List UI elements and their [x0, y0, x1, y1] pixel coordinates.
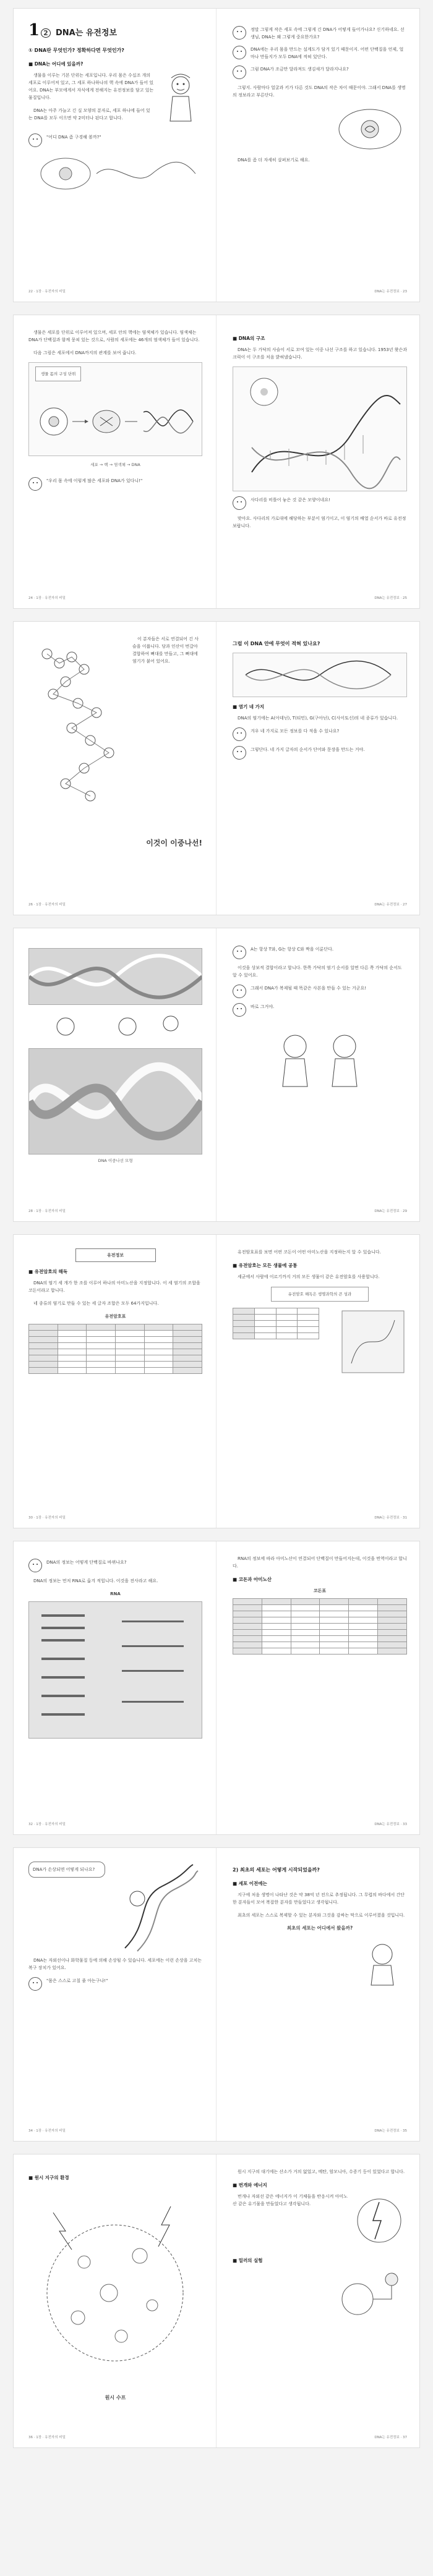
page-footer: 36 · 1장 · 유전자의 비밀 — [28, 2436, 66, 2439]
page-footer: 24 · 1장 · 유전자의 비밀 — [28, 596, 66, 600]
question-heading: ① DNA란 무엇인가? 정확하다면 무엇인가? — [28, 48, 124, 53]
gel-electrophoresis-image — [28, 1601, 202, 1739]
primordial-soup-illustration — [28, 2188, 202, 2394]
dialog-text: DNA의 정보는 어떻게 단백질로 바뀌나요? — [46, 1560, 127, 1565]
page-36 — [14, 2154, 216, 2447]
paragraph: 유전암호표를 보면 어떤 코돈이 어떤 아미노산을 지정하는지 알 수 있습니다. — [238, 1250, 381, 1255]
paragraph: 번개나 자외선 같은 에너지가 이 기체들을 반응시켜 아미노산 같은 유기물을 만들었다고 생각됩니다. — [233, 2194, 348, 2206]
page-23 — [216, 9, 419, 302]
spread-3 — [14, 622, 419, 915]
paragraph: DNA는 아주 가늘고 긴 실 모양의 분자로, 세포 하나에 들어 있는 DNA를 모두 이으면 약 2미터나 된다고 합니다. — [28, 108, 150, 121]
section-subhead: ■ 유전암호는 모든 생물에 공통 — [233, 1263, 298, 1268]
chapter-sub-number: 2 — [41, 28, 51, 38]
paragraph: DNA는 두 가닥의 사슬이 서로 꼬여 있는 이중 나선 구조를 하고 있습니다. 1953년 왓슨과 크릭이 이 구조를 처음 밝혀냈습니다. — [233, 347, 408, 360]
codon-table — [233, 1598, 407, 1654]
page-31 — [216, 1235, 419, 1528]
codon-wheel-illustration — [233, 1308, 407, 1376]
dialog-text: 정말 그렇게 작은 세포 속에 그렇게 긴 DNA가 어떻게 들어가나요? 신기하네요. 선생님, DNA는 왜 그렇게 중요한가요? — [251, 27, 405, 40]
paragraph: DNA는 자외선이나 화학물질 등에 의해 손상될 수 있습니다. 세포에는 이런 손상을 고치는 복구 장치가 있어요. — [28, 1958, 202, 1970]
speaker-face-icon — [233, 746, 246, 760]
speaker-face-icon — [233, 1003, 246, 1017]
page-35 — [216, 1848, 419, 2141]
section-subhead: ■ 염기 네 가지 — [233, 704, 265, 710]
chapter-header — [28, 22, 202, 38]
illustration-caption: 원시 수프 — [105, 2395, 126, 2400]
page-37 — [216, 2154, 419, 2447]
character-doodles — [28, 1005, 202, 1048]
section-subhead: ■ 유전암호의 해독 — [28, 1269, 68, 1274]
page-footer: DNA는 유전정보 · 35 — [374, 2129, 407, 2133]
section-subhead: ■ 코돈과 아미노산 — [233, 1577, 272, 1582]
dialog — [233, 46, 407, 61]
dialog-text: 바로 그거야. — [251, 1004, 275, 1009]
page-footer: DNA는 유전정보 · 37 — [374, 2436, 407, 2439]
dialog — [233, 727, 407, 741]
page-footer: DNA는 유전정보 · 25 — [374, 596, 407, 600]
speaker-face-icon — [233, 46, 246, 59]
page-footer: DNA는 유전정보 · 31 — [374, 1516, 407, 1520]
question-heading: 그럼 이 DNA 안에 무엇이 적혀 있나요? — [233, 641, 320, 646]
page-34 — [14, 1848, 216, 2141]
dialog-text: 그럼 DNA가 조금만 달라져도 생김새가 달라지나요? — [251, 67, 349, 72]
page-footer: DNA는 유전정보 · 29 — [374, 1210, 407, 1213]
dialog — [233, 946, 407, 959]
genetic-info-banner — [75, 1248, 156, 1262]
section-subhead: ■ 번개와 에너지 — [233, 2182, 267, 2188]
page-24 — [14, 315, 216, 608]
pull-quote: 최초의 세포는 어디에서 왔을까? — [286, 1925, 353, 1931]
speaker-face-icon — [28, 133, 42, 147]
dialog — [233, 985, 407, 998]
section-subhead: ■ 원시 지구의 환경 — [28, 2175, 69, 2180]
dna-model-photo — [28, 948, 202, 1005]
paragraph: 생물은 세포를 단위로 이루어져 있으며, 세포 안의 핵에는 염색체가 있습니다. 염색체는 DNA가 단백질과 함께 뭉쳐 있는 것으로, 사람의 세포에는 46개의 염색체가 들어 있습니다. — [28, 330, 200, 342]
dialog-text: "우리 몸 속에 이렇게 많은 세포와 DNA가 있다니!" — [46, 478, 143, 483]
speaker-face-icon — [233, 66, 246, 79]
paragraph: 생물을 이루는 기본 단위는 세포입니다. 우리 몸은 수십조 개의 세포로 이루어져 있고, 그 세포 하나하나의 핵 속에 DNA가 들어 있어요. DNA는 부모에게서 자식에게 전해지는 유전정보를 담고 있는 물질입니다. — [28, 73, 154, 100]
paragraph: 이것을 상보적 결합이라고 합니다. 한쪽 가닥의 염기 순서를 알면 다른 쪽 가닥의 순서도 알 수 있어요. — [233, 965, 402, 978]
page-footer: DNA는 유전정보 · 27 — [374, 903, 407, 907]
speaker-face-icon — [233, 727, 246, 741]
dialog-text: 사다리를 비틀어 놓은 것 같은 모양이네요! — [251, 498, 330, 502]
dialog — [233, 496, 407, 510]
rna-label: RNA — [110, 1591, 121, 1596]
dialog — [28, 1559, 202, 1572]
dialog — [233, 66, 407, 79]
paragraph: 이 분자들은 서로 연결되어 긴 사슬을 이룹니다. 당과 인산이 번갈아 결합하여 뼈대를 만들고, 그 뼈대에 염기가 붙어 있어요. — [132, 637, 199, 664]
paragraph: 원시 지구의 대기에는 산소가 거의 없었고, 메탄, 암모니아, 수증기 등이 있었다고 합니다. — [238, 2169, 405, 2174]
speaker-face-icon — [28, 1977, 42, 1991]
speaker-face-icon — [233, 496, 246, 510]
figure-caption: 세포 → 핵 → 염색체 → DNA — [90, 462, 140, 467]
paragraph: 맞아요. 사다리의 가로대에 해당하는 부분이 염기이고, 이 염기의 배열 순서가 바로 유전정보랍니다. — [233, 516, 406, 528]
page-22 — [14, 9, 216, 302]
chapter-title: DNA는 유전정보 — [55, 28, 118, 38]
table-title: 유전암호표 — [105, 1314, 126, 1319]
paragraph: 최초의 세포는 스스로 복제할 수 있는 분자와 그것을 감싸는 막으로 이루어졌을 것입니다. — [238, 1913, 405, 1918]
spread-4 — [14, 928, 419, 1221]
page-25 — [216, 315, 419, 608]
page-26 — [14, 622, 216, 915]
spread-6 — [14, 1541, 419, 1834]
page-footer: 28 · 1장 · 유전자의 비밀 — [28, 1210, 66, 1213]
codon-table — [28, 1324, 202, 1374]
dialog-text: 그렇단다. 네 가지 글자의 순서가 단어와 문장을 만드는 거야. — [251, 747, 365, 752]
spread-5 — [14, 1235, 419, 1528]
photo-caption: DNA 이중나선 모형 — [98, 1158, 133, 1163]
character-illustration — [233, 1937, 407, 1989]
chapter-number: 1 — [28, 21, 40, 40]
paragraph: DNA를 좀 더 자세히 살펴보기로 해요. — [238, 158, 310, 163]
page-32 — [14, 1541, 216, 1834]
section-subhead: ■ DNA는 어디에 있을까? — [28, 61, 84, 67]
banner-text: 유전정보 — [106, 1253, 124, 1258]
note-box: 유전암호 해독은 생명과학의 큰 성과 — [271, 1287, 369, 1302]
table-title: 코돈표 — [313, 1588, 327, 1593]
page-28 — [14, 928, 216, 1221]
dna-repair-illustration — [113, 1862, 199, 1957]
dialog — [28, 477, 202, 491]
dialog — [28, 133, 202, 147]
dialog-text: DNA에는 우리 몸을 만드는 설계도가 담겨 있기 때문이지. 어떤 단백질을 언제, 얼마나 만들지가 모두 DNA에 적혀 있단다. — [251, 47, 404, 59]
molecule-chain-illustration — [28, 635, 202, 833]
figure-box-title: 생물 몸의 구성 단위 — [35, 366, 81, 381]
spread-7 — [14, 1848, 419, 2141]
speaker-face-icon — [28, 1559, 42, 1572]
dialog-text: 그래서 DNA가 복제될 때 똑같은 사본을 만들 수 있는 거군요! — [251, 986, 367, 991]
dialog-text: "어디 DNA 좀 구경해 볼까?" — [46, 135, 101, 140]
cell-illustration — [233, 104, 407, 156]
spread-2 — [14, 315, 419, 608]
paragraph: RNA의 정보에 따라 아미노산이 연결되어 단백질이 만들어지는데, 이것을 번역이라고 합니다. — [233, 1556, 407, 1569]
paragraph: 다음 그림은 세포에서 DNA까지의 관계를 보여 줍니다. — [33, 350, 137, 355]
question-heading: 2) 최초의 세포는 어떻게 시작되었을까? — [233, 1867, 320, 1873]
dna-helix-photo — [28, 1048, 202, 1155]
spread-1 — [14, 9, 419, 302]
page-30 — [14, 1235, 216, 1528]
page-footer: 34 · 1장 · 유전자의 비밀 — [28, 2129, 66, 2133]
paragraph: 세균에서 사람에 이르기까지 거의 모든 생물이 같은 유전암호를 사용합니다. — [238, 1274, 380, 1279]
character-illustration — [159, 72, 202, 130]
dialog-text: 겨우 네 가지로 모든 정보를 다 적을 수 있나요? — [251, 729, 340, 734]
characters-illustration — [233, 1022, 407, 1092]
paragraph: 네 종류의 염기로 만들 수 있는 세 글자 조합은 모두 64가지입니다. — [33, 1301, 159, 1306]
dialog — [233, 1003, 407, 1017]
experiment-illustration — [233, 2268, 407, 2326]
page-footer: 30 · 1장 · 유전자의 비밀 — [28, 1516, 66, 1520]
paragraph: DNA의 염기에는 A(아데닌), T(티민), G(구아닌), C(사이토신)의 네 종류가 있습니다. — [238, 716, 398, 721]
page-footer: DNA는 유전정보 · 23 — [374, 290, 407, 294]
page-footer: 26 · 1장 · 유전자의 비밀 — [28, 903, 66, 907]
speaker-face-icon — [233, 985, 246, 998]
paragraph: 지구에 처음 생명이 나타난 것은 약 38억 년 전으로 추정됩니다. 그 무렵의 바다에서 간단한 분자들이 모여 복잡한 분자를 만들었다고 생각됩니다. — [233, 1892, 405, 1905]
speech-bubble — [28, 1862, 105, 1878]
section-subhead: ■ 밀러의 실험 — [233, 2258, 263, 2263]
helix-drawing-caption: 이것이 이중나선! — [146, 839, 202, 847]
bubble-text: DNA가 손상되면 어떻게 되나요? — [33, 1867, 95, 1872]
dna-strand-figure — [233, 653, 407, 697]
page-33 — [216, 1541, 419, 1834]
page-29 — [216, 928, 419, 1221]
dialog — [233, 26, 407, 41]
paragraph: DNA의 염기 세 개가 한 조를 이루어 하나의 아미노산을 지정합니다. 이 세 염기의 조합을 코돈이라고 합니다. — [28, 1281, 200, 1293]
cell-to-dna-figure — [28, 362, 202, 456]
speaker-face-icon — [233, 26, 246, 40]
speaker-face-icon — [233, 946, 246, 959]
double-helix-figure — [233, 366, 407, 491]
page-footer: 22 · 1장 · 유전자의 비밀 — [28, 290, 66, 294]
lightning-illustration — [351, 2193, 407, 2251]
dialog — [233, 746, 407, 760]
doodle-illustration — [28, 152, 202, 198]
page-footer: 32 · 1장 · 유전자의 비밀 — [28, 1823, 66, 1826]
dialog-text: A는 항상 T와, G는 항상 C와 짝을 이룬단다. — [251, 947, 334, 952]
dialog-text: "몸은 스스로 고칠 줄 아는구나!" — [46, 1978, 108, 1983]
paragraph: DNA의 정보는 먼저 RNA로 옮겨 적힙니다. 이것을 전사라고 해요. — [33, 1578, 158, 1583]
page-footer: DNA는 유전정보 · 33 — [374, 1823, 407, 1826]
page-27 — [216, 622, 419, 915]
spread-8 — [14, 2154, 419, 2447]
dialog — [28, 1977, 202, 1991]
speaker-face-icon — [28, 477, 42, 491]
section-subhead: ■ 세포 이전에는 — [233, 1881, 267, 1886]
section-subhead: ■ DNA의 구조 — [233, 336, 265, 341]
paragraph: 그렇지. 사람마다 얼굴과 키가 다른 것도 DNA의 작은 차이 때문이야. 그래서 DNA를 생명의 정보라고 부른단다. — [233, 85, 406, 98]
